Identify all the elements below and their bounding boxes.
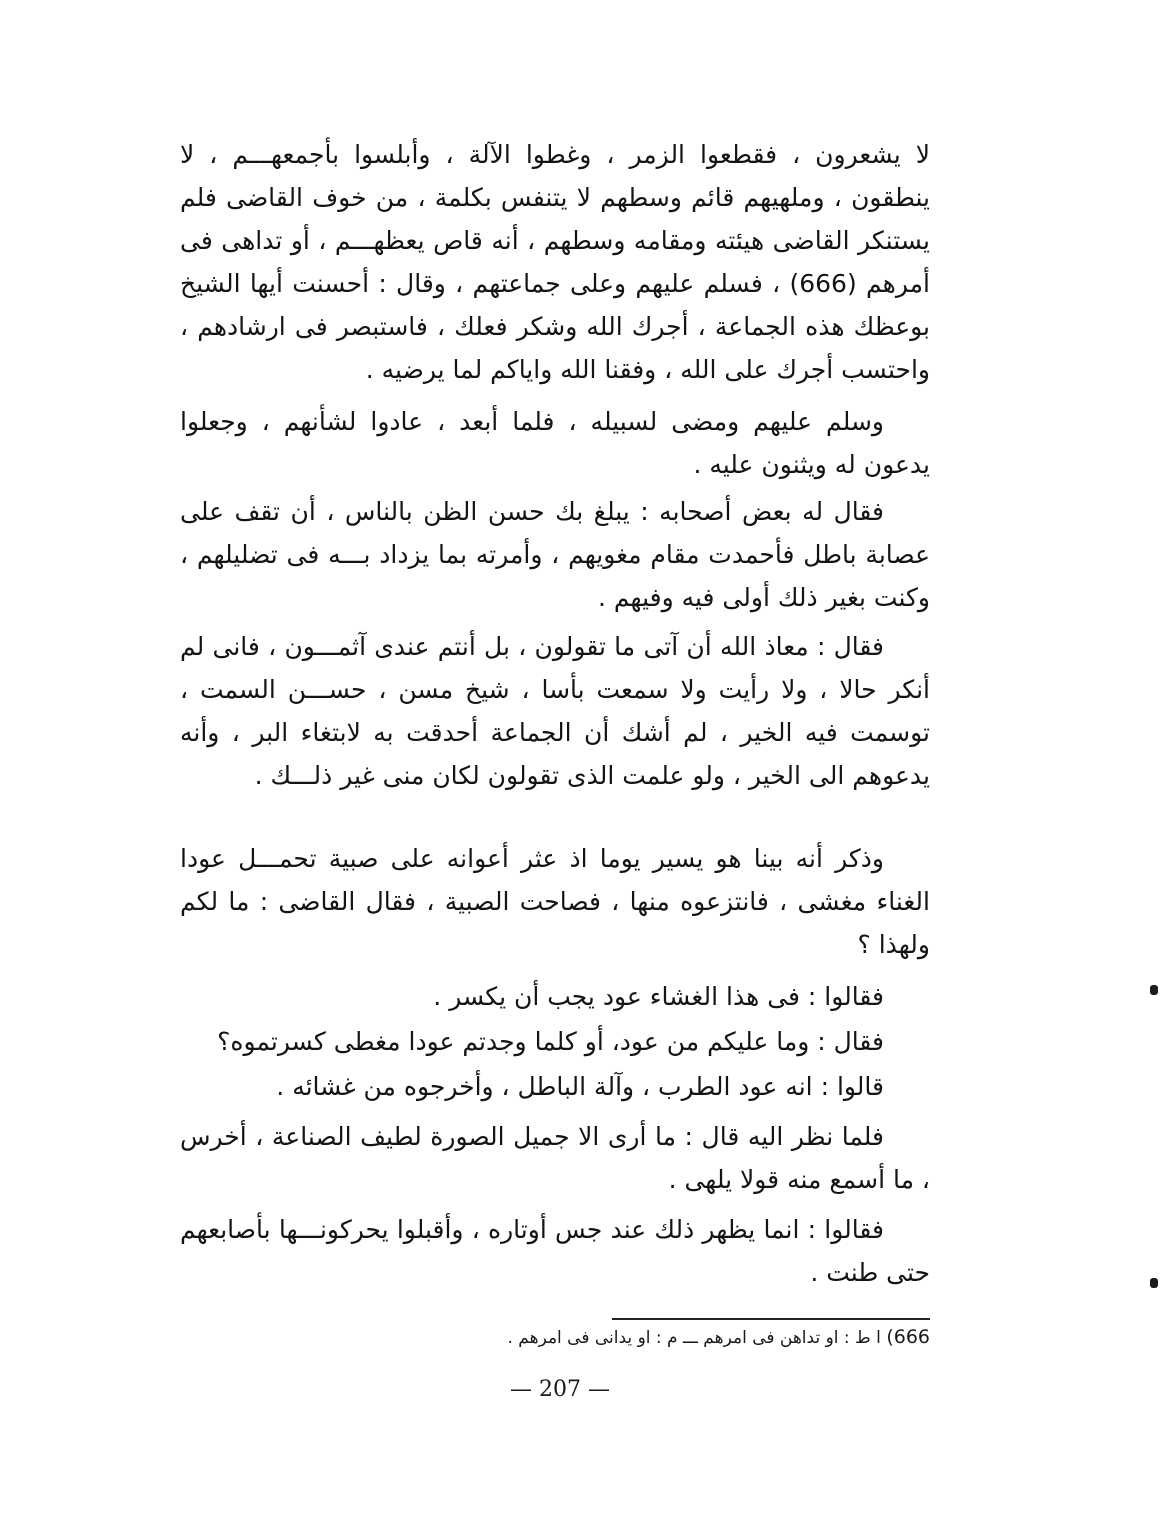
footnote — [330, 1322, 930, 1353]
paragraph-1-block — [180, 133, 930, 391]
paragraph-1: لا يشعرون ، فقطعوا الزمر ، وغطوا الآلة ، وأبلسوا بأجمعهـــم ، لا ينطقون ، وملهيهم قائم وسطهم لا يتنفس بكلمة ، من خوف القاضى فلم يستنكر القاضى هيئته ومقامه وسطهم ، أنه قاص يعظهـــم ، أو تداهى فى أمرهم (666) ، فسلم عليهم وعلى جماعتهم ، وقال : أحسنت أيها الشيخ بوعظك هذه الجماعة ، أجرك الله وشكر فعلك ، فاستبصر فى ارشادهم ، واحتسب أجرك على الله ، وفقنا الله واياكم لما يرضيه . — [180, 140, 930, 384]
scan-speck-mark — [1150, 1278, 1158, 1288]
dialogue-line-3: قالوا : انه عود الطرب ، وآلة الباطل ، وأخرجوه من غشائه . — [276, 1072, 884, 1101]
paragraph-2: وسلم عليهم ومضى لسبيله ، فلما أبعد ، عادوا لشأنهم ، وجعلوا يدعون له ويثنون عليه . — [180, 407, 930, 479]
paragraph-4: فقال : معاذ الله أن آتى ما تقولون ، بل أنتم عندى آثمـــون ، فانى لم أنكر حالا ، ولا رأيت ولا سمعت بأسا ، شيخ مسن ، حســـن السمت ، توسمت فيه الخير ، لم أشك أن الجماعة أحدقت به لابتغاء البر ، وأنه يدعوهم الى الخير ، ولو علمت الذى تقولون لكان منى غير ذلـــك . — [180, 632, 930, 790]
dialogue-line-2-block — [180, 1020, 930, 1063]
footnote-number: 666) — [886, 1326, 930, 1348]
dialogue-line-2: فقال : وما عليكم من عود، أو كلما وجدتم عودا مغطى كسرتموه؟ — [217, 1027, 884, 1056]
scan-speck-mark — [1150, 985, 1158, 995]
paragraph-5-block — [180, 837, 930, 966]
paragraph-9-block — [180, 1115, 930, 1201]
footnote-divider — [612, 1318, 930, 1320]
paragraph-10-block — [180, 1208, 930, 1294]
footnote-text: ا ط : او تداهن فى امرهم ـــ م : او يدانى فى امرهم . — [507, 1328, 881, 1348]
paragraph-3: فقال له بعض أصحابه : يبلغ بك حسن الظن بالناس ، أن تقف على عصابة باطل فأحمدت مقام مغويهم ، وأمرته بما يزداد بـــه فى تضليلهم ، وكنت بغير ذلك أولى فيه وفيهم . — [180, 497, 930, 612]
dialogue-line-1-block — [180, 975, 930, 1018]
dialogue-line-3-block — [180, 1065, 930, 1108]
dialogue-line-1: فقالوا : فى هذا الغشاء عود يجب أن يكسر . — [433, 982, 884, 1011]
paragraph-4-block — [180, 625, 930, 797]
paragraph-2-block — [180, 400, 930, 486]
paragraph-5: وذكر أنه بينا هو يسير يوما اذ عثر أعوانه على صبية تحمـــل عودا الغناء مغشى ، فانتزعوه منها ، فصاحت الصبية ، فقال القاضى : ما لكم ولهذا ؟ — [180, 844, 930, 959]
paragraph-10: فقالوا : انما يظهر ذلك عند جس أوتاره ، وأقبلوا يحركونـــها بأصابعهم حتى طنت . — [180, 1215, 930, 1287]
page-number: — 207 — — [510, 1377, 610, 1402]
paragraph-9: فلما نظر اليه قال : ما أرى الا جميل الصورة لطيف الصناعة ، أخرس ، ما أسمع منه قولا يلهى . — [180, 1122, 930, 1194]
paragraph-3-block — [180, 490, 930, 619]
